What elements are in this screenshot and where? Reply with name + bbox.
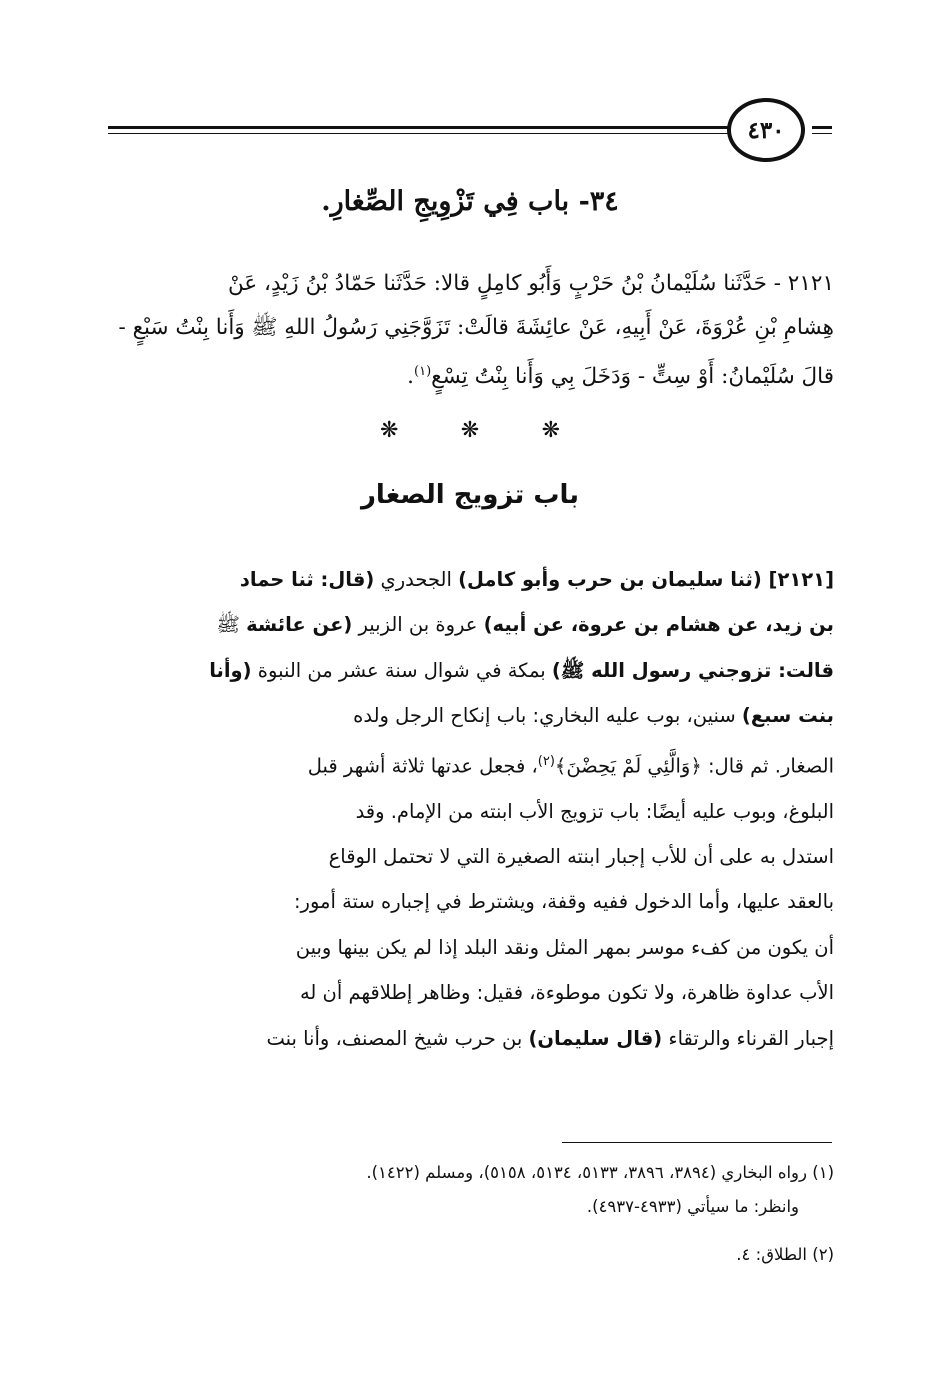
plain-span: عروة بن الزبير — [352, 613, 484, 637]
plain-span: سنين، بوب عليه البخاري: باب إنكاح الرجل ولده — [353, 704, 742, 728]
header-rule-thin — [108, 133, 728, 134]
hadith-text — [104, 262, 834, 399]
honorific-glyph: ﷺ — [216, 613, 247, 637]
commentary-line-10: الأب عداوة ظاهرة، ولا تكون موطوءة، فقيل: وظاهر إطلاقهم أن له — [299, 981, 834, 1005]
header-rule-thin-right — [812, 133, 832, 134]
commentary-line-5 — [104, 739, 834, 789]
bold-span: (عن عائشة — [246, 613, 353, 637]
commentary-line-4 — [104, 693, 834, 738]
bold-span: قالت: تزوجني رسول الله ﷺ) — [551, 658, 834, 682]
bold-span: بن زيد، عن هشام بن عروة، عن أبيه) — [483, 613, 834, 637]
hadith-line-1: ٢١٢١ - حَدَّثَنا سُلَيْمانُ بْنُ حَرْبٍ وَأَبُو كامِلٍ قالا: حَدَّثَنا حَمّادُ بْنُ زَيْدٍ، عَنْ — [228, 271, 834, 296]
footnote-divider — [562, 1142, 832, 1143]
plain-span: الصغار. ثم قال: ﴿وَالَّئِي لَمْ يَحِضْنَ﴾ — [554, 754, 834, 778]
plain-span: إجبار القرناء والرتقاء — [662, 1026, 834, 1050]
footnote-ref-2: (٢) — [537, 753, 555, 769]
plain-span: الجحدري — [374, 568, 459, 591]
commentary-line-1 — [104, 557, 834, 602]
page-number: ٤٣٠ — [727, 98, 805, 162]
commentary-line-6: البلوغ، وبوب عليه أيضًا: باب تزويج الأب ابنته من الإمام. وقد — [355, 799, 834, 823]
footnote-2: (٢) الطلاق: ٤. — [736, 1245, 834, 1264]
commentary-line-8: بالعقد عليها، وأما الدخول ففيه وقفة، ويشترط في إجباره ستة أمور: — [293, 890, 834, 914]
bold-span: [٢١٢١] (ثنا سليمان بن حرب وأبو كامل) — [458, 568, 834, 591]
plain-span: بن حرب شيخ المصنف، وأنا بنت — [266, 1026, 529, 1050]
footnote-1-continuation: وانظر: ما سيأتي (٤٩٣٣-٤٩٣٧). — [586, 1197, 799, 1216]
chapter-heading: ٣٤- باب فِي تَزْوِيجِ الصِّغارِ. — [321, 186, 619, 217]
separator-star-icon: ❋ — [380, 418, 399, 443]
header-rule-thick-right — [812, 126, 832, 129]
separator-star-icon: ❋ — [541, 418, 560, 443]
commentary-text — [104, 557, 834, 1061]
footnote-ref-1: (١) — [414, 364, 432, 379]
footnote-1: (١) رواه البخاري (٣٨٩٤، ٣٨٩٦، ٥١٣٣، ٥١٣٤، ٥١٥٨)، ومسلم (١٤٢٢). — [366, 1163, 834, 1182]
plain-span: ، فجعل عدتها ثلاثة أشهر قبل — [307, 754, 538, 778]
bold-span: بنت سبع) — [741, 704, 834, 728]
commentary-title: باب تزويج الصغار — [360, 480, 580, 510]
bold-span: (قال: ثنا حماد — [239, 568, 375, 591]
hadith-line-3 — [104, 350, 834, 399]
plain-span: بمكة في شوال سنة عشر من النبوة — [251, 658, 552, 682]
hadith-line-3-text: قالَ سُلَيْمانُ: أَوْ سِتٍّ - وَدَخَلَ بِي وَأَنا بِنْتُ تِسْعٍ — [431, 364, 834, 390]
commentary-line-9: أن يكون من كفء موسر بمهر المثل ونقد البلد إذا لم يكن بينها وبين — [295, 935, 834, 959]
hadith-end-mark: . — [407, 364, 414, 390]
section-separator — [380, 418, 560, 443]
commentary-line-7: استدل به على أن للأب إجبار ابنته الصغيرة التي لا تحتمل الوقاع — [328, 844, 834, 868]
bold-span: (قال سليمان) — [528, 1026, 663, 1050]
hadith-line-2: هِشامِ بْنِ عُرْوَةَ، عَنْ أَبِيهِ، عَنْ عائِشَةَ قالَتْ: تَزَوَّجَنِي رَسُولُ اللهِ ﷺ وَأَنا بِنْتُ سَبْعٍ - — [118, 315, 834, 340]
commentary-line-11 — [104, 1016, 834, 1061]
commentary-line-3 — [104, 648, 834, 693]
header-rule-thick — [108, 126, 728, 129]
bold-span: (وأنا — [209, 658, 252, 682]
separator-star-icon: ❋ — [460, 418, 480, 443]
commentary-line-2 — [104, 602, 834, 647]
